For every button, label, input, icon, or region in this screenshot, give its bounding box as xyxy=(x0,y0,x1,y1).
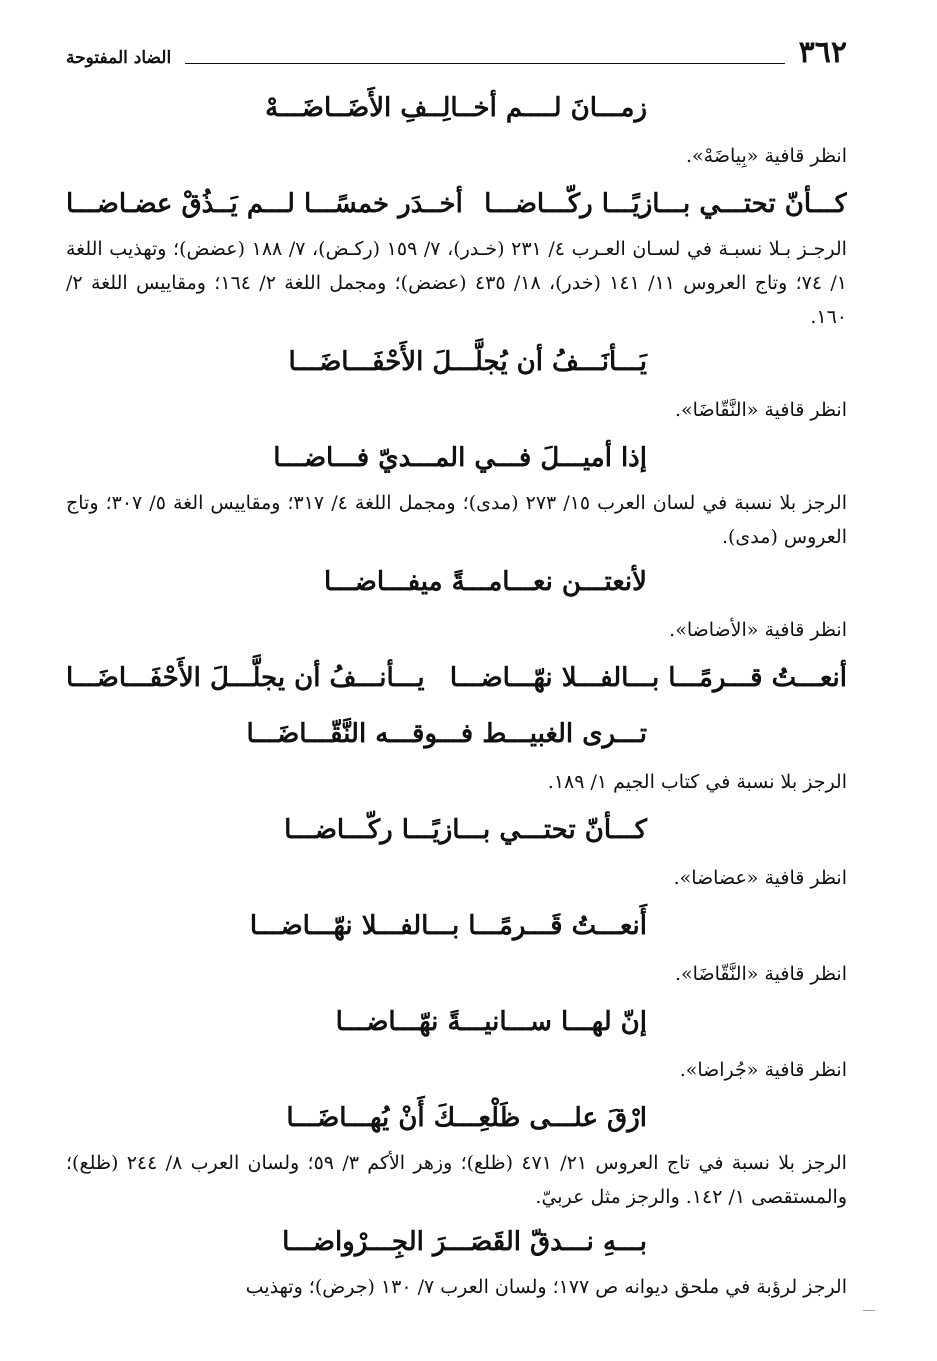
header-rule xyxy=(185,63,784,64)
page-content xyxy=(66,80,847,1304)
source-note: الرجـز بـلا نسبـة في لسـان العـرب ٤/ ٢٣١ (خـدر)، ٧/ ١٥٩ (ركـض)، ٧/ ١٨٨ (عضض)؛ وتهذيب اللغة ١/ ٧٤؛ وتاج العروس ١١/ ١٤١ (خدر)، ١٨/ ٤٣٥ (عضض)؛ ومجمل اللغة ٢/ ١٦٤؛ ومقاييس اللغة ٢/ ١٦٠. xyxy=(66,238,847,328)
verse-first-hemistich: كـــأنّ تحتـــي بـــازيًـــا ركّـــاضـــا xyxy=(484,189,847,219)
verse-second-hemistich: يـــأنـــفُ أن يجلَّـــلَ الأَحْفَـــاضَـــا xyxy=(66,663,425,693)
source-note: الرجز بلا نسبة في تاج العروس ٢١/ ٤٧١ (ظلع)؛ وزهر الأكم ٣/ ٥٩؛ ولسان العرب ٨/ ٢٤٤ (ظلع)؛ والمستقصى ١/ ١٤٢. والرجز مثل عربيّ. xyxy=(66,1152,847,1208)
verse-line: لأنعتـــن نعـــامـــةً ميفـــاضـــا xyxy=(323,567,647,597)
page-number: ٣٦٢ xyxy=(798,35,847,70)
cross-reference: انظر قافية «الأضاضا». xyxy=(669,619,847,641)
cross-reference: انظر قافية «جُراضا». xyxy=(679,1059,847,1081)
cross-reference: انظر قافية «النَّقّاضَا». xyxy=(674,399,847,421)
page-header xyxy=(66,30,847,70)
verse-second-hemistich: أخــدَر خمسًـــا لـــم يَــذُقْ عضـاضـــا xyxy=(66,189,463,219)
footer-mark xyxy=(863,1310,875,1311)
cross-reference: انظر قافية «بِياضَهْ». xyxy=(685,145,847,167)
cross-reference: الرجز بلا نسبة في كتاب الجيم ١/ ١٨٩. xyxy=(547,771,847,793)
verse-pair xyxy=(66,650,847,706)
running-title: الضاد المفتوحة xyxy=(66,48,172,68)
verse-first-hemistich: أنعـــتُ قـــرمًـــا بـــالفـــلا نهّـــاضـــا xyxy=(449,663,847,693)
verse-line: بـــهِ نـــدقّ القَصَـــرَ الجِـــرْواضـــا xyxy=(282,1227,647,1257)
verse-pair xyxy=(66,176,847,232)
verse-line: أَنعـــتُ قَـــرمًـــا بـــالفـــلا نهّـــاضـــا xyxy=(249,911,647,941)
cross-reference: انظر قافية «النَّقّاضَا». xyxy=(674,963,847,985)
cross-reference: انظر قافية «عضاضا». xyxy=(673,867,847,889)
verse-line: إنّ لهـــا ســـانيـــةً نهّـــاضـــا xyxy=(335,1007,647,1037)
verse-line: إذا أميـــلَ فـــي المـــديّ فـــاضـــا xyxy=(273,443,647,473)
verse-line: كـــأنّ تحتـــي بـــازيًـــا ركّـــاضـــا xyxy=(284,815,647,845)
verse-line: ارْقَ علـــى ظَلْعِـــكَ أَنْ يُهـــاضَـــا xyxy=(286,1103,647,1133)
verse-line: زمـــانَ لــــم أخــالِــفِ الأَضَــاضَـــهْ xyxy=(265,93,647,123)
source-note: الرجز بلا نسبة في لسان العرب ١٥/ ٢٧٣ (مدى)؛ ومجمل اللغة ٤/ ٣١٧؛ ومقاييس الغة ٥/ ٣٠٧؛ وتاج العروس (مدى). xyxy=(66,492,847,548)
source-note: الرجز لرؤبة في ملحق ديوانه ص ١٧٧؛ ولسان العرب ٧/ ١٣٠ (جرض)؛ وتهذيب xyxy=(245,1276,847,1298)
verse-line: تـــرى الغبيـــط فـــوقـــه النَّقّـــاضَـــا xyxy=(246,719,647,749)
verse-line: يَـــأنَـــفُ أن يُجلَّـــلَ الأَحْفَـــاضَـــا xyxy=(288,347,647,377)
